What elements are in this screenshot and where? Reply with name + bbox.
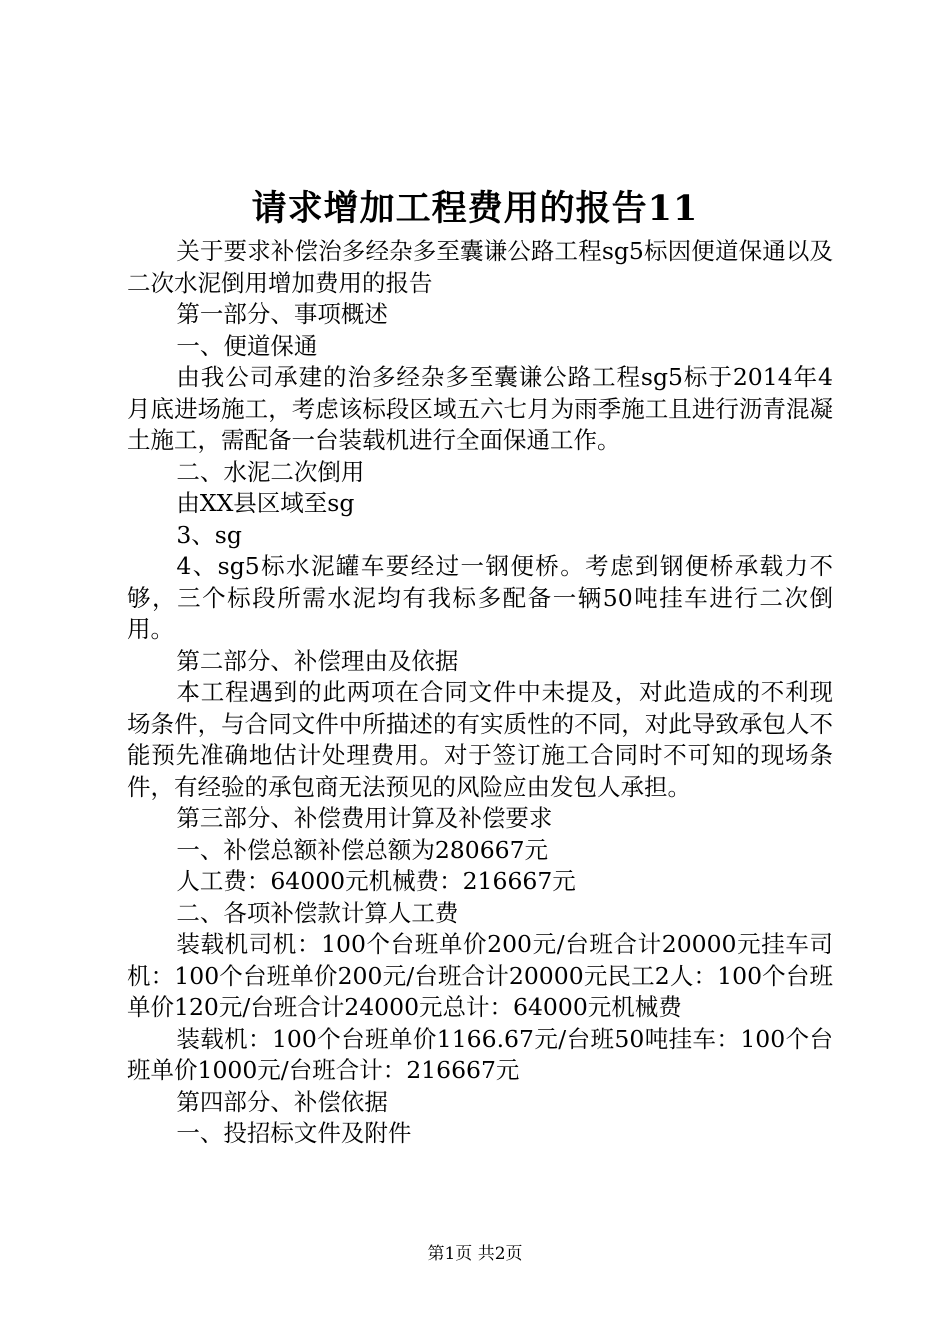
- subsection-heading: 二、水泥二次倒用: [176, 457, 365, 486]
- section-heading: 第一部分、事项概述: [176, 300, 388, 328]
- document-body: [127, 236, 833, 1150]
- paragraph: 装载机：100个台班单价1166.67元/台班50吨挂车：100个台班单价1000元/台班合计：216667元: [127, 1024, 833, 1084]
- paragraph: 由我公司承建的治多经杂多至囊谦公路工程sg5标于2014年4月底进场施工，考虑该标段区域五六七月为雨季施工且进行沥青混凝土施工，需配备一台装载机进行全面保通工作。: [127, 363, 833, 454]
- document-title: 请求增加工程费用的报告11: [251, 188, 699, 229]
- paragraph: 人工费：64000元机械费：216667元: [176, 867, 576, 895]
- paragraph: 3、sg: [176, 520, 242, 549]
- section-heading: 第四部分、补偿依据: [176, 1087, 388, 1116]
- paragraph: 4、sg5标水泥罐车要经过一钢便桥。考虑到钢便桥承载力不够，三个标段所需水泥均有我标多配备一辆50吨挂车进行二次倒用。: [127, 552, 833, 643]
- paragraph: 关于要求补偿治多经杂多至囊谦公路工程sg5标因便道保通以及二次水泥倒用增加费用的报告: [127, 237, 833, 297]
- paragraph: 一、补偿总额补偿总额为280667元: [176, 835, 549, 864]
- subsection-heading: 一、投招标文件及附件: [176, 1119, 412, 1147]
- paragraph: 装载机司机：100个台班单价200元/台班合计20000元挂车司机：100个台班单价200元/台班合计20000元民工2人：100个台班单价120元/台班合计24000元总计：64000元机械费: [127, 930, 833, 1021]
- page-footer: 第1页 共2页: [427, 1244, 523, 1264]
- subsection-heading: 二、各项补偿款计算人工费: [176, 898, 459, 927]
- section-heading: 第三部分、补偿费用计算及补偿要求: [176, 804, 553, 832]
- subsection-heading: 一、便道保通: [176, 331, 318, 360]
- paragraph: 由XX县区域至sg: [176, 489, 355, 517]
- section-heading: 第二部分、补偿理由及依据: [176, 646, 459, 675]
- paragraph: 本工程遇到的此两项在合同文件中未提及，对此造成的不利现场条件，与合同文件中所描述的有实质性的不同，对此导致承包人不能预先准确地估计处理费用。对于签订施工合同时不可知的现场条件，有经验的承包商无法预见的风险应由发包人承担。: [127, 678, 833, 801]
